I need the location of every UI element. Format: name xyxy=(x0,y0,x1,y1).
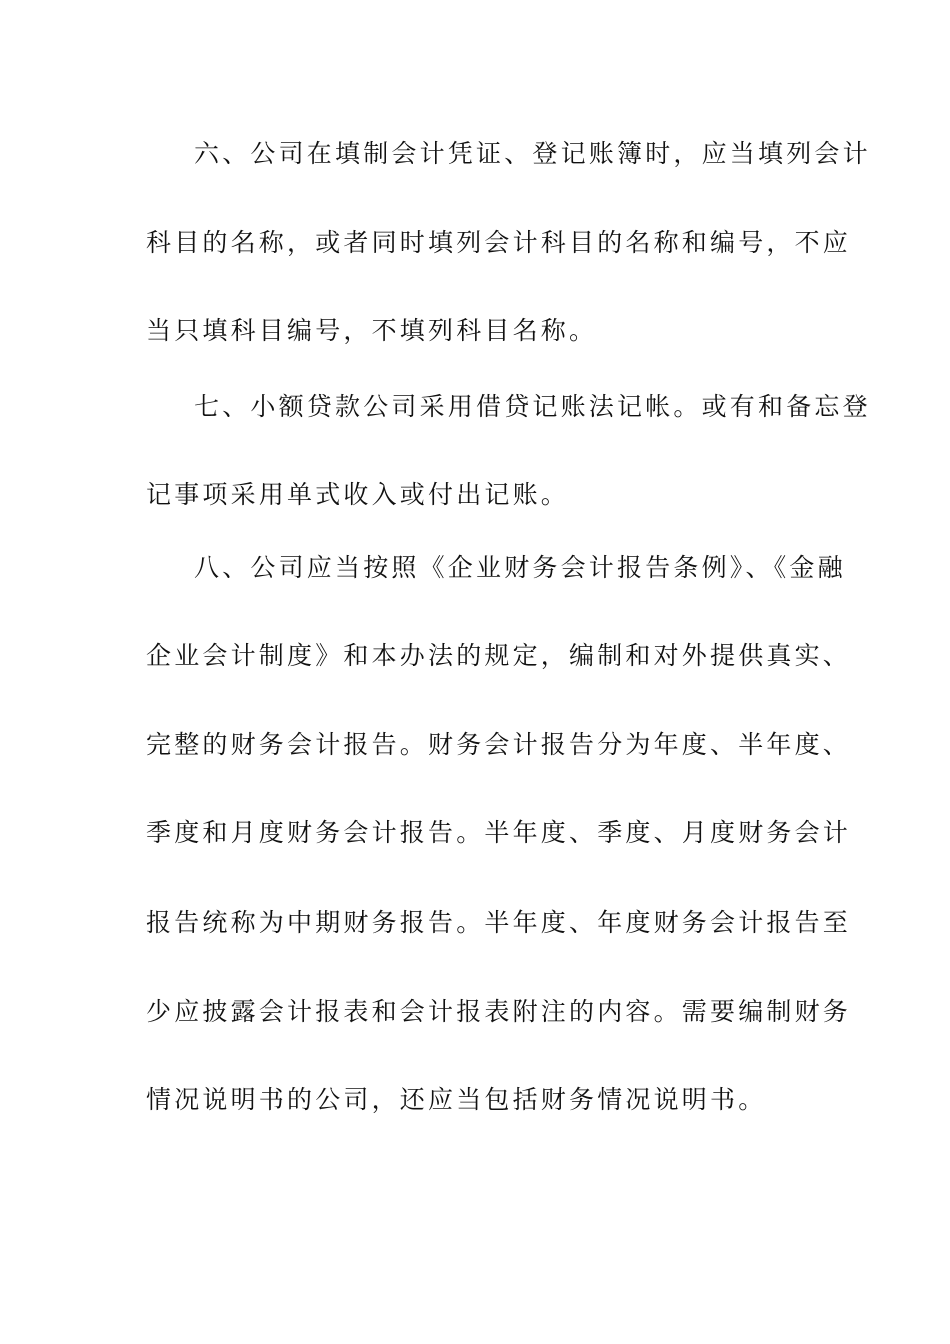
paragraph-8-line-4: 季度和月度财务会计报告。半年度、季度、月度财务会计 xyxy=(146,818,852,847)
paragraph-6-line-3: 当只填科目编号，不填列科目名称。 xyxy=(146,316,598,345)
paragraph-8-line-3: 完整的财务会计报告。财务会计报告分为年度、半年度、 xyxy=(146,730,852,759)
paragraph-8-line-2: 企业会计制度》和本办法的规定，编制和对外提供真实、 xyxy=(146,641,852,670)
paragraph-6-line-1: 六、公司在填制会计凭证、登记账簿时，应当填列会计 xyxy=(194,139,871,168)
paragraph-8-line-7: 情况说明书的公司，还应当包括财务情况说明书。 xyxy=(146,1085,767,1114)
paragraph-8-line-6: 少应披露会计报表和会计报表附注的内容。需要编制财务 xyxy=(146,997,852,1026)
paragraph-7-line-1: 七、小额贷款公司采用借贷记账法记帐。或有和备忘登 xyxy=(194,392,871,421)
paragraph-7-line-2: 记事项采用单式收入或付出记账。 xyxy=(146,480,570,509)
paragraph-8-line-1: 八、公司应当按照《企业财务会计报告条例》、《金融 xyxy=(194,553,846,582)
paragraph-8-line-5: 报告统称为中期财务报告。半年度、年度财务会计报告至 xyxy=(146,908,852,937)
paragraph-6-line-2: 科目的名称，或者同时填列会计科目的名称和编号，不应 xyxy=(146,228,852,257)
